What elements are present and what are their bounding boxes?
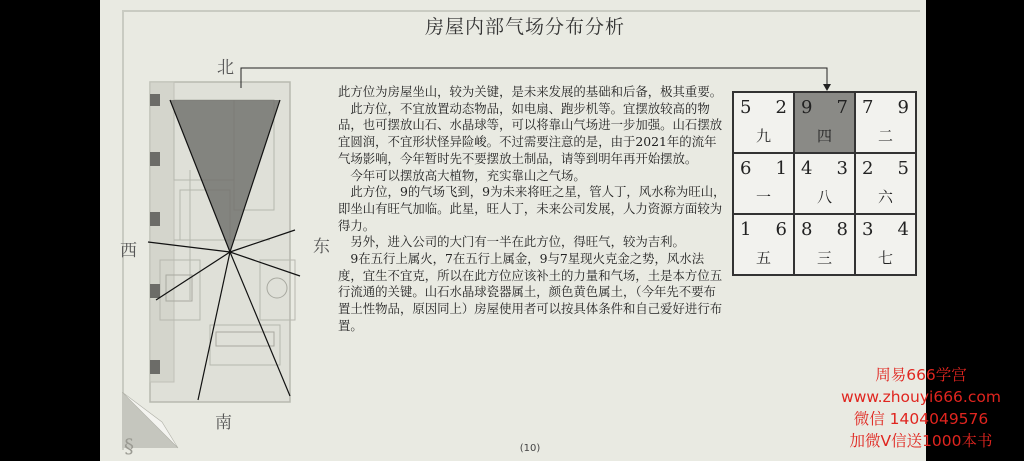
water-star: 9 [897,97,909,118]
water-star: 3 [836,158,848,179]
star-cell-1 [794,92,855,153]
mountain-star: 5 [740,97,752,118]
wall-block-4 [150,284,160,298]
document-slide [100,0,926,461]
mountain-star: 7 [862,97,874,118]
mountain-star: 6 [740,158,752,179]
mountain-star: 2 [862,158,874,179]
star-cell-4 [794,153,855,214]
watermark-line: www.zhouyi666.com [841,388,1001,406]
analysis-paragraph: 9在五行上属火，7在五行上属金，9与7星现火克金之势，风水法度，宜生不宜克，所以在此方位应该补土的力量和气场，土是本方位五行流通的关键。山石水晶球瓷器属土，颜色黄色属土，（今年先不要布置土性物品，原因同上）房屋使用者可以按具体条件和自己爱好进行布置。 [338,251,723,333]
water-star: 2 [775,97,787,118]
base-star: 八 [816,188,832,206]
mountain-star: 9 [801,97,813,118]
wall-block-3 [150,212,160,226]
water-star: 6 [775,219,787,240]
compass-west-label: 西 [120,241,137,261]
star-cell-5 [855,153,916,214]
base-star: 二 [877,127,893,145]
analysis-paragraph: 此方位，9的气场飞到，9为未来将旺之星，管人丁，风水称为旺山，即坐山有旺气加临。此星，旺人丁，未来公司发展，人力资源方面较为得力。 [338,184,726,233]
wall-block-2 [150,152,160,166]
base-star: 四 [816,127,832,145]
analysis-paragraph: 另外，进入公司的大门有一半在此方位，得旺气，较为吉利。 [350,234,685,250]
water-star: 4 [897,219,909,240]
star-cell-3 [733,153,794,214]
page-number: (10) [519,443,541,454]
star-cell-7 [794,214,855,275]
mountain-star: 1 [740,219,752,240]
west-corridor [150,82,174,382]
watermark-line: 周易666学宫 [875,366,967,384]
base-star: 一 [755,188,771,206]
base-star: 五 [755,249,771,267]
watermark-line: 微信 1404049576 [853,410,989,428]
watermark-line: 加微V信送1000本书 [849,432,993,450]
watermark [826,364,1016,452]
base-star: 九 [755,127,771,145]
water-star: 7 [836,97,848,118]
star-cell-8 [855,214,916,275]
analysis-paragraph: 此方位为房屋坐山，较为关键，是未来发展的基础和后备，极其重要。 [338,84,723,99]
page-title: 房屋内部气场分布分析 [424,16,625,38]
star-cell-2 [855,92,916,153]
mountain-star: 8 [801,219,813,240]
mountain-star: 4 [801,158,813,179]
analysis-paragraph: 此方位，不宜放置动态物品，如电扇、跑步机等。宜摆放较高的物品，也可摆放山石、水晶球等，可以将靠山气场进一步加强。山石摆放宜圆润，不宜形状怪异险峻。不过需要注意的是，由于2021年的流年气场影响，今年暂时先不要摆放土制品，请等到明年再开始摆放。 [338,100,723,166]
dragon-logo-icon: § [124,434,134,458]
flying-star-chart [732,91,917,276]
wall-block-5 [150,360,160,374]
base-star: 七 [877,249,893,267]
base-star: 六 [877,188,893,206]
analysis-text [338,84,728,335]
compass-south-label: 南 [215,413,232,433]
compass-north-label: 北 [217,58,234,78]
star-cell-0 [733,92,794,153]
water-star: 8 [836,219,848,240]
water-star: 1 [775,158,787,179]
water-star: 5 [897,158,909,179]
base-star: 三 [816,249,832,267]
star-cell-6 [733,214,794,275]
analysis-paragraph: 今年可以摆放高大植物，充实靠山之气场。 [350,167,586,183]
compass-east-label: 东 [313,237,330,257]
mountain-star: 3 [862,219,874,240]
